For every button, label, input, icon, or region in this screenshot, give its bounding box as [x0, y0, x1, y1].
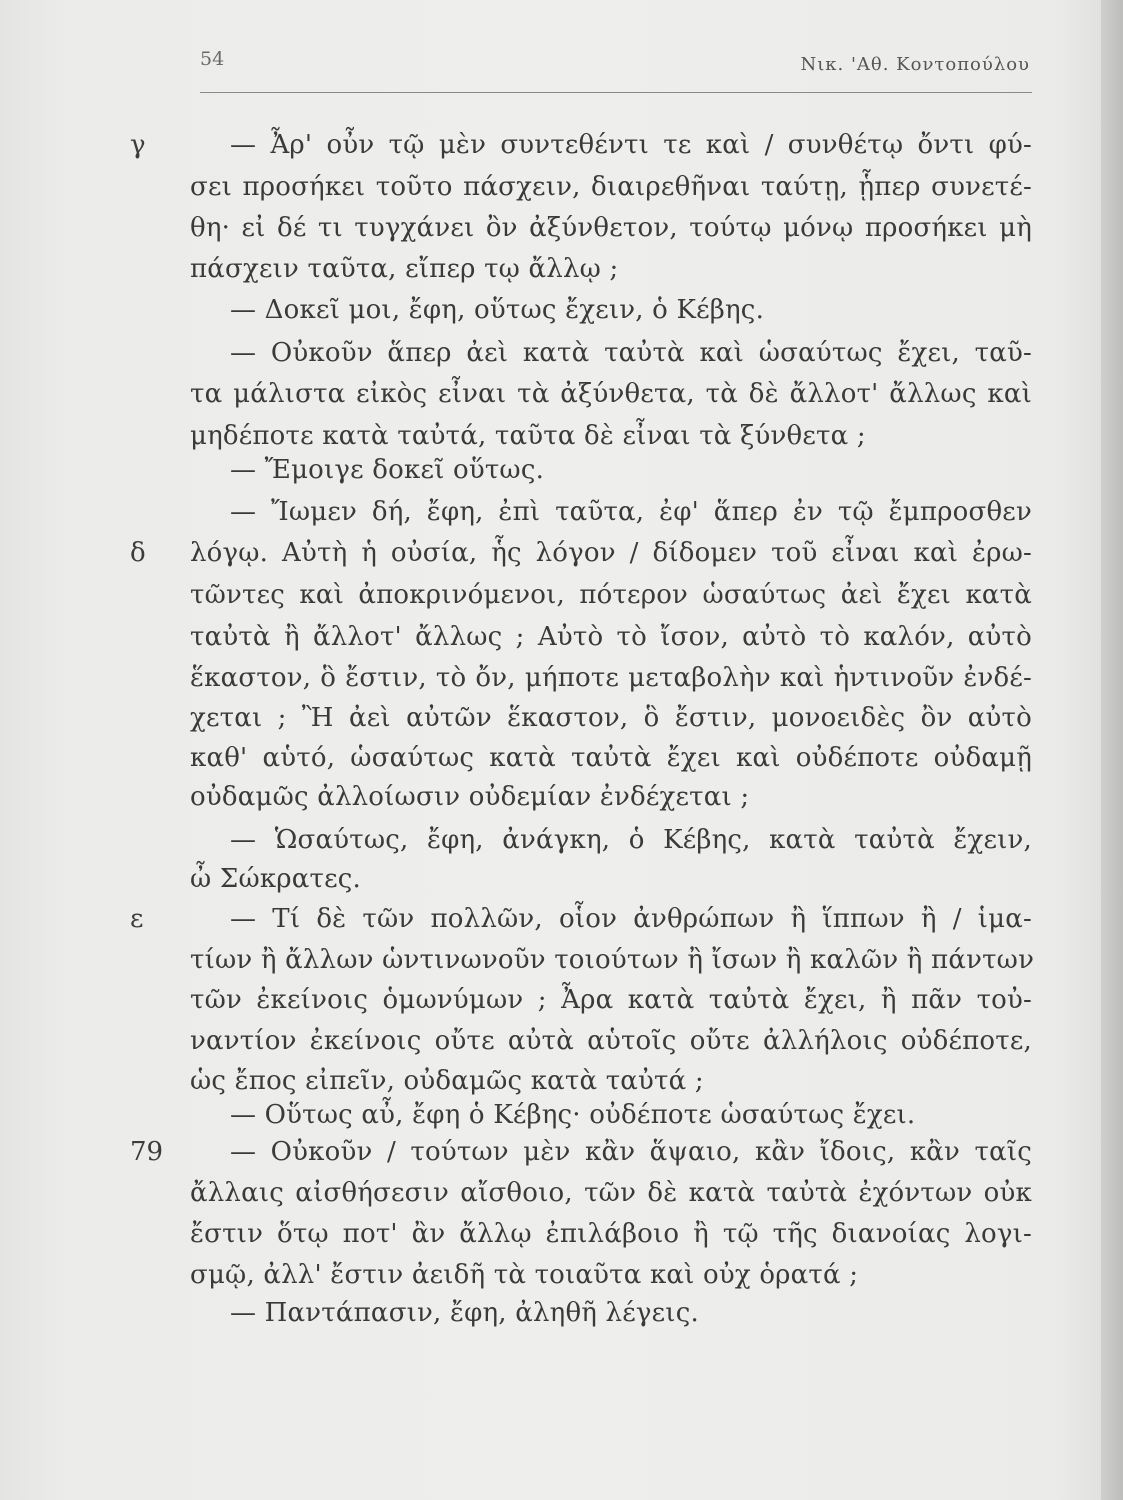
header-rule [200, 92, 1032, 93]
text-line: σμῷ, ἀλλ' ἔστιν ἀειδῆ τὰ τοιαῦτα καὶ οὐχ ὁρατά ; [190, 1260, 859, 1290]
text-line: πάσχειν ταῦτα, εἴπερ τῳ ἄλλῳ ; [190, 254, 619, 284]
running-title: Νικ. 'Αθ. Κοντοπούλου [800, 54, 1030, 75]
text-line: — Τί δὲ τῶν πολλῶν, οἷον ἀνθρώπων ἢ ἵππων ἢ / ἱμα- [230, 904, 1032, 934]
margin-marker-delta: δ [130, 538, 146, 568]
text-line: μηδέποτε κατὰ ταὐτά, ταῦτα δὲ εἶναι τὰ ξύνθετα ; [190, 421, 866, 451]
text-line: λόγῳ. Αὐτὴ ἡ οὐσία, ἧς λόγον / δίδομεν τοῦ εἶναι καὶ ἐρω- [190, 538, 1032, 568]
text-line: καθ' αὑτό, ὡσαύτως κατὰ ταὐτὰ ἔχει καὶ οὐδέποτε οὐδαμῇ [190, 743, 1032, 773]
margin-marker-gamma: γ [130, 130, 146, 160]
text-line: ταὐτὰ ἢ ἄλλοτ' ἄλλως ; Αὐτὸ τὸ ἴσον, αὐτὸ τὸ καλόν, αὐτὸ [190, 622, 1032, 652]
text-line: τα μάλιστα εἰκὸς εἶναι τὰ ἀξύνθετα, τὰ δὲ ἄλλοτ' ἄλλως καὶ [190, 379, 1032, 409]
text-line: ναντίον ἐκείνοις οὔτε αὐτὰ αὑτοῖς οὔτε ἀλλήλοις οὐδέποτε, [190, 1026, 1032, 1056]
text-line: — Δοκεῖ μοι, ἔφη, οὕτως ἔχειν, ὁ Κέβης. [230, 295, 765, 325]
text-line: — Οὕτως αὖ, ἔφη ὁ Κέβης· οὐδέποτε ὡσαύτως ἔχει. [230, 1100, 916, 1130]
text-line: οὐδαμῶς ἀλλοίωσιν οὐδεμίαν ἐνδέχεται ; [190, 782, 750, 812]
text-line: χεται ; Ἢ ἀεὶ αὐτῶν ἕκαστον, ὃ ἔστιν, μονοειδὲς ὂν αὐτὸ [190, 703, 1032, 733]
text-line: — Οὐκοῦν / τούτων μὲν κἂν ἅψαιο, κἂν ἴδοις, κἂν ταῖς [230, 1137, 1032, 1167]
margin-marker-epsilon: ε [130, 904, 144, 934]
text-line: — Παντάπασιν, ἔφη, ἀληθῆ λέγεις. [230, 1298, 699, 1328]
text-line: — Ἴωμεν δή, ἔφη, ἐπὶ ταῦτα, ἐφ' ἅπερ ἐν τῷ ἔμπροσθεν [230, 497, 1032, 527]
page-edge-shadow [1101, 0, 1123, 1500]
text-line: — Ὡσαύτως, ἔφη, ἀνάγκη, ὁ Κέβης, κατὰ ταὐτὰ ἔχειν, [230, 825, 1032, 855]
text-line: τίων ἢ ἄλλων ὡντινωνοῦν τοιούτων ἢ ἴσων ἢ καλῶν ἢ πάντων [190, 945, 1035, 975]
text-line: τῶν ἐκείνοις ὁμωνύμων ; Ἆρα κατὰ ταὐτὰ ἔχει, ἢ πᾶν τοὐ- [190, 985, 1032, 1015]
text-line: ἕκαστον, ὃ ἔστιν, τὸ ὄν, μήποτε μεταβολὴν καὶ ἡντινοῦν ἐνδέ- [190, 663, 1032, 693]
text-line: σει προσήκει τοῦτο πάσχειν, διαιρεθῆναι ταύτῃ, ᾗπερ συνετέ- [190, 172, 1032, 202]
text-line: ἔστιν ὅτῳ ποτ' ἂν ἄλλῳ ἐπιλάβοιο ἢ τῷ τῆς διανοίας λογι- [190, 1219, 1032, 1249]
text-line: — Οὐκοῦν ἅπερ ἀεὶ κατὰ ταὐτὰ καὶ ὡσαύτως ἔχει, ταῦ- [230, 338, 1032, 368]
text-line: θη· εἰ δέ τι τυγχάνει ὂν ἀξύνθετον, τούτῳ μόνῳ προσήκει μὴ [190, 213, 1032, 243]
text-line: ἄλλαις αἰσθήσεσιν αἴσθοιο, τῶν δὲ κατὰ ταὐτὰ ἐχόντων οὐκ [190, 1178, 1032, 1208]
text-line: ὡς ἔπος εἰπεῖν, οὐδαμῶς κατὰ ταὐτά ; [190, 1066, 704, 1096]
text-line: — Ἔμοιγε δοκεῖ οὕτως. [230, 455, 545, 485]
text-line: ὦ Σώκρατες. [190, 864, 362, 894]
text-line: τῶντες καὶ ἀποκρινόμενοι, πότερον ὡσαύτως ἀεὶ ἔχει κατὰ [190, 580, 1032, 610]
running-head [200, 48, 1030, 84]
text-line: — Ἆρ' οὖν τῷ μὲν συντεθέντι τε καὶ / συνθέτῳ ὄντι φύ- [230, 130, 1032, 160]
margin-marker-79: 79 [130, 1137, 164, 1167]
page-number: 54 [200, 48, 225, 70]
